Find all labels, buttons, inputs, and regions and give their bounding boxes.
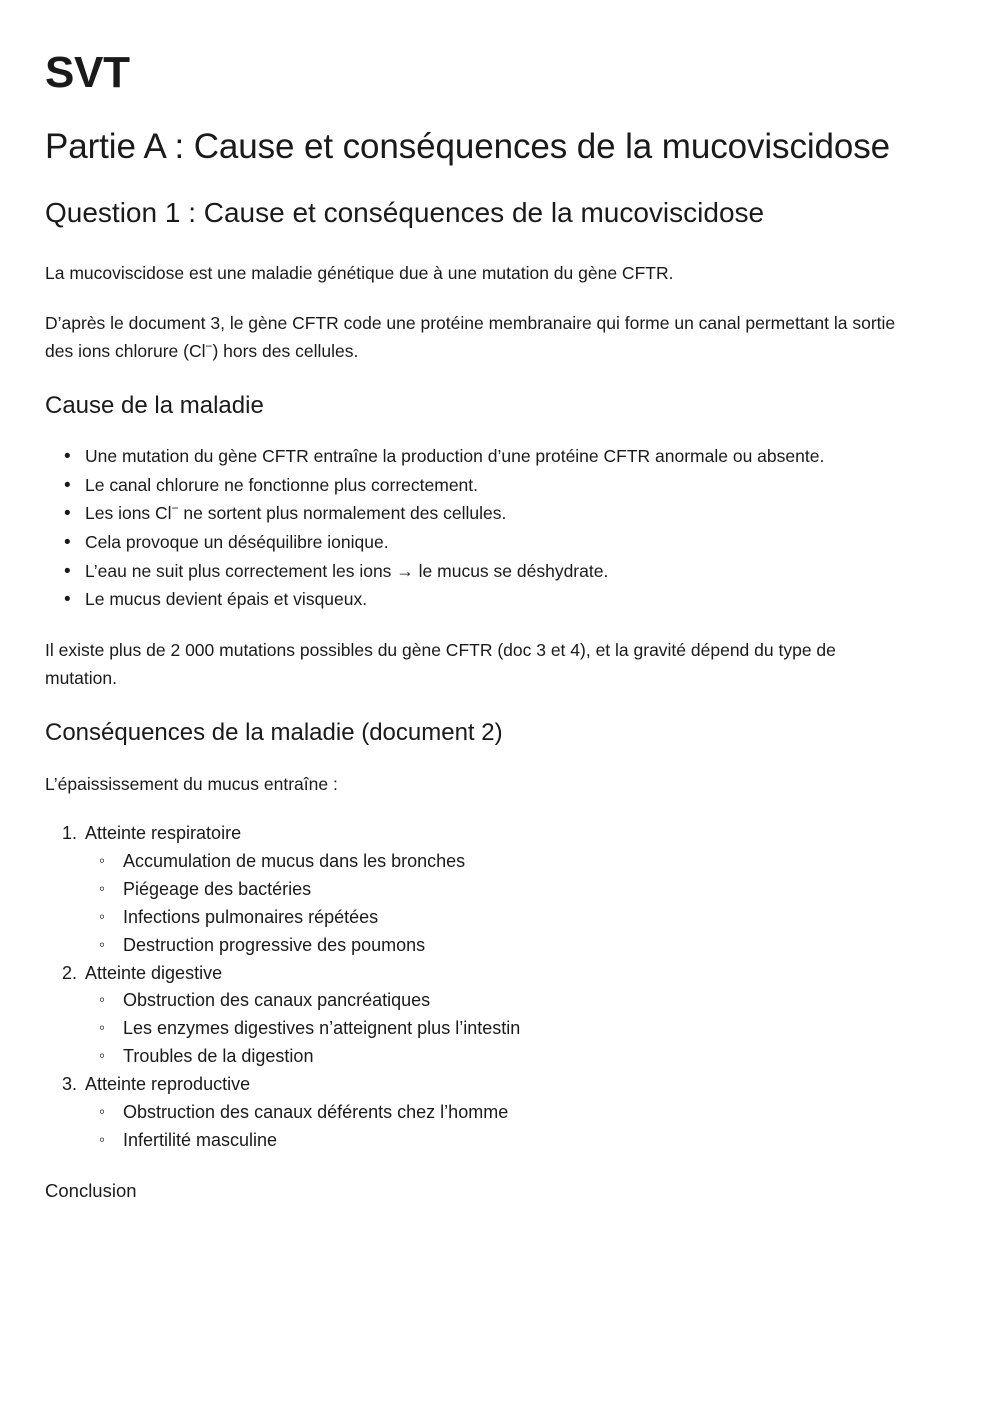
numbered-item-label: Atteinte respiratoire xyxy=(85,823,242,844)
intro-paragraph-2 xyxy=(45,309,905,366)
list-item xyxy=(45,820,905,959)
conclusion-heading: Conclusion xyxy=(45,1179,137,1201)
list-item: • Une mutation du gène CFTR entraîne la production d’une protéine CFTR anormale ou absente. xyxy=(45,443,905,471)
chloride-bullet-superscript-minus: − xyxy=(171,501,179,516)
numbered-item-label: Atteinte reproductive xyxy=(85,1074,251,1095)
mutations-paragraph: Il existe plus de 2 000 mutations possibles du gène CFTR (doc 3 et 4), et la gravité dépend du type de mutation. xyxy=(45,639,836,689)
sub-list xyxy=(85,1099,905,1155)
chloride-bullet-after: ne sortent plus normalement des cellules. xyxy=(178,503,507,524)
consequences-numbered-list xyxy=(45,820,905,1155)
list-item: • Le canal chlorure ne fonctionne plus correctement. xyxy=(45,472,905,500)
list-item: • Cela provoque un déséquilibre ionique. xyxy=(45,529,905,557)
list-item xyxy=(45,960,905,1072)
list-item: • Le mucus devient épais et visqueux. xyxy=(45,586,905,614)
sub-list-item: ◦ Obstruction des canaux pancréatiques xyxy=(85,987,905,1015)
sub-list xyxy=(85,848,905,960)
sub-list-item: ◦ Accumulation de mucus dans les bronches xyxy=(85,848,905,876)
sub-list-item: ◦ Obstruction des canaux déférents chez l’homme xyxy=(85,1099,905,1127)
numbered-item-label: Atteinte digestive xyxy=(85,962,223,983)
part-a-heading: Partie A : Cause et conséquences de la mucoviscidose xyxy=(45,126,891,166)
consequences-intro-paragraph: L’épaississement du mucus entraîne : xyxy=(45,773,338,794)
intro-paragraph-2-text-after: ) hors des cellules. xyxy=(212,341,359,362)
sub-list xyxy=(85,987,905,1071)
chloride-superscript-minus: − xyxy=(205,339,213,354)
sub-list-item: ◦ Troubles de la digestion xyxy=(85,1043,905,1071)
intro-paragraph-2-text-before: D’après le document 3, le gène CFTR code une protéine membranaire qui forme un canal permettant la sortie des ions chlorure (Cl xyxy=(45,313,896,362)
intro-paragraph-1: La mucoviscidose est une maladie génétique due à une mutation du gène CFTR. xyxy=(45,262,674,283)
cause-de-la-maladie-heading: Cause de la maladie xyxy=(45,391,264,419)
list-item xyxy=(45,500,905,528)
cause-bullet-list xyxy=(45,443,905,614)
document-title: SVT xyxy=(45,48,130,97)
chloride-bullet-before: Les ions Cl xyxy=(85,503,172,524)
sub-list-item: ◦ Piégeage des bactéries xyxy=(85,876,905,904)
list-item xyxy=(45,1071,905,1155)
sub-list-item: ◦ Infections pulmonaires répétées xyxy=(85,904,905,932)
consequences-heading: Conséquences de la maladie (document 2) xyxy=(45,718,503,746)
sub-list-item: ◦ Les enzymes digestives n’atteignent plus l’intestin xyxy=(85,1015,905,1043)
list-item: • L’eau ne suit plus correctement les ions → le mucus se déshydrate. xyxy=(45,558,905,586)
sub-list-item: ◦ Destruction progressive des poumons xyxy=(85,932,905,960)
sub-list-item: ◦ Infertilité masculine xyxy=(85,1127,905,1155)
question-1-heading: Question 1 : Cause et conséquences de la mucoviscidose xyxy=(45,197,765,229)
